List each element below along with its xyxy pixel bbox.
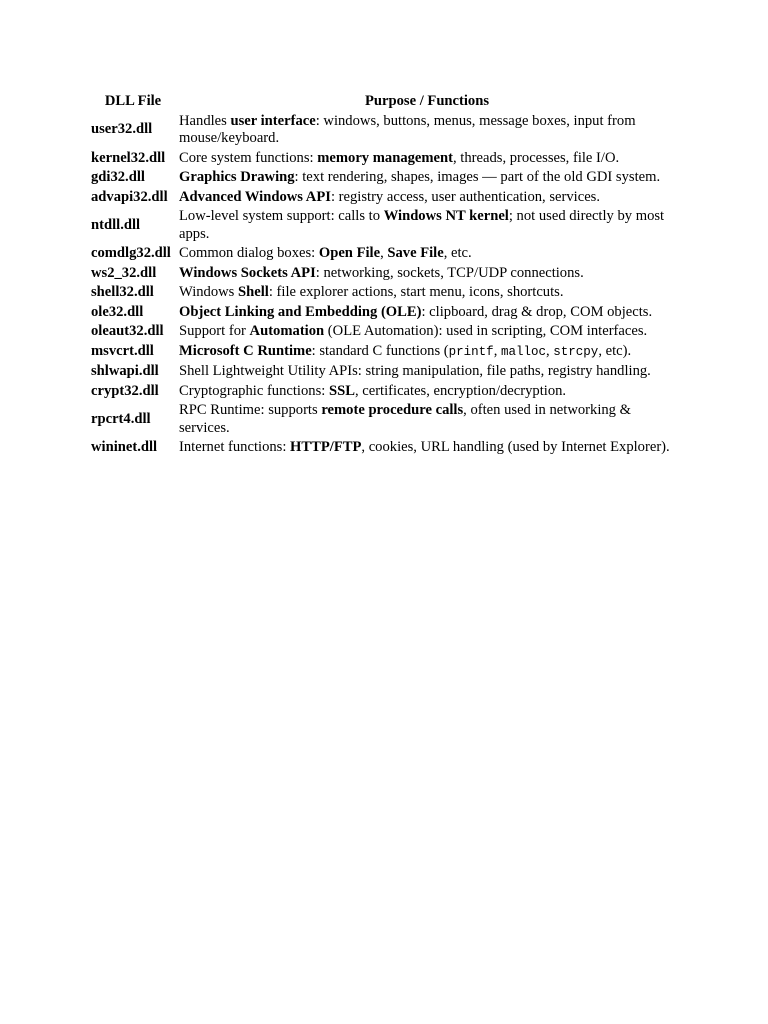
purpose-text: , etc. [443, 245, 472, 261]
purpose-cell [177, 438, 677, 458]
purpose-bold-text: remote procedure calls [321, 402, 464, 418]
table-row [89, 342, 677, 363]
document-page [89, 92, 689, 458]
table-row [89, 112, 677, 149]
purpose-text: Common dialog boxes: [179, 245, 319, 261]
header-purpose: Purpose / Functions [364, 93, 490, 109]
purpose-text: (OLE Automation): used in scripting, COM interfaces. [324, 323, 648, 339]
table-body [89, 112, 677, 458]
purpose-cell [177, 149, 677, 169]
purpose-cell [177, 188, 677, 208]
header-dll-file: DLL File [104, 93, 162, 109]
dll-name-cell: comdlg32.dll [91, 245, 171, 261]
purpose-text: Cryptographic functions: [179, 382, 329, 399]
table-row [89, 188, 677, 208]
dll-name-cell: user32.dll [91, 121, 153, 138]
purpose-cell [177, 244, 677, 264]
purpose-bold-text: Graphics Drawing [179, 169, 295, 185]
purpose-text: , threads, processes, file I/O. [453, 149, 620, 166]
purpose-text: : networking, sockets, TCP/UDP connections. [315, 264, 584, 281]
purpose-cell [177, 283, 677, 303]
purpose-cell [177, 322, 677, 342]
purpose-text: : windows, buttons, menus, message boxes, input from mouse/keyboard. [179, 112, 636, 146]
purpose-bold-text: HTTP/FTP [290, 439, 362, 455]
purpose-text: RPC Runtime: supports [179, 402, 322, 418]
purpose-bold-text: Windows Sockets API [179, 264, 316, 281]
purpose-cell [177, 401, 677, 438]
purpose-text: : standard C functions ( [311, 342, 449, 359]
purpose-bold-text: Microsoft C Runtime [179, 342, 312, 359]
table-row [89, 362, 677, 382]
purpose-bold-text: SSL [328, 382, 355, 399]
purpose-text: , cookies, URL handling (used by Internet Explorer). [361, 439, 670, 455]
table-row [89, 382, 677, 402]
table-row [89, 283, 677, 303]
purpose-bold-text: Open File [318, 245, 381, 261]
purpose-code-text: malloc [500, 344, 546, 359]
dll-name-cell: shlwapi.dll [91, 363, 159, 379]
purpose-bold-text: Save File [387, 245, 444, 261]
purpose-bold-text: Shell [238, 284, 269, 300]
purpose-cell [177, 382, 677, 402]
table-header [89, 92, 677, 112]
purpose-bold-text: Windows NT kernel [383, 208, 509, 224]
table-row [89, 438, 677, 458]
dll-name-cell: rpcrt4.dll [91, 410, 151, 427]
purpose-text: Handles [179, 112, 231, 129]
header-row [89, 92, 677, 112]
table-row [89, 207, 677, 244]
purpose-bold-text: memory management [317, 149, 453, 166]
purpose-text: , [493, 342, 501, 359]
purpose-cell [177, 264, 677, 284]
dll-name-cell: wininet.dll [91, 439, 158, 455]
purpose-cell [177, 362, 677, 382]
purpose-text: , certificates, encryption/decryption. [354, 382, 567, 399]
purpose-text: ; not used directly by most apps. [179, 208, 665, 242]
purpose-text: , etc). [598, 342, 632, 359]
purpose-text: Support for [179, 323, 250, 339]
dll-name-cell: crypt32.dll [91, 382, 159, 399]
purpose-text: : file explorer actions, start menu, icons, shortcuts. [268, 284, 564, 300]
table-row [89, 244, 677, 264]
dll-name-cell: shell32.dll [91, 284, 154, 300]
table-row [89, 401, 677, 438]
purpose-text: : clipboard, drag & drop, COM objects. [421, 303, 653, 320]
purpose-cell [177, 303, 677, 323]
purpose-bold-text: Advanced Windows API [179, 188, 331, 205]
dll-name-cell: msvcrt.dll [91, 343, 154, 359]
purpose-text: , [546, 342, 554, 359]
purpose-bold-text: Object Linking and Embedding (OLE) [179, 303, 422, 320]
dll-name-cell: ntdll.dll [91, 216, 141, 233]
table-row [89, 149, 677, 169]
purpose-text: , [380, 245, 388, 261]
dll-name-cell: ole32.dll [91, 303, 144, 320]
dll-name-cell: gdi32.dll [91, 169, 145, 185]
dll-name-cell: ws2_32.dll [91, 264, 157, 281]
table-row [89, 168, 677, 188]
purpose-text: Windows [179, 284, 239, 300]
purpose-cell [177, 112, 677, 149]
table-row [89, 303, 677, 323]
purpose-bold-text: user interface [230, 112, 316, 129]
dll-name-cell: kernel32.dll [91, 149, 166, 166]
purpose-code-text: printf [448, 344, 494, 359]
purpose-text: Core system functions: [179, 149, 318, 166]
purpose-cell [177, 168, 677, 188]
purpose-code-text: strcpy [553, 344, 599, 359]
dll-name-cell: advapi32.dll [91, 188, 168, 205]
purpose-text: : registry access, user authentication, services. [330, 188, 601, 205]
dll-name-cell: oleaut32.dll [91, 323, 164, 339]
purpose-cell [177, 207, 677, 244]
dll-table [89, 92, 677, 458]
purpose-text: , often used in networking & services. [179, 402, 631, 436]
purpose-text: Low-level system support: calls to [179, 208, 384, 224]
purpose-text: Internet functions: [179, 439, 291, 455]
purpose-text: Shell Lightweight Utility APIs: string manipulation, file paths, registry handling. [179, 363, 651, 379]
table-row [89, 322, 677, 342]
table-row [89, 264, 677, 284]
purpose-text: : text rendering, shapes, images — part of the old GDI system. [294, 169, 661, 185]
purpose-cell [177, 342, 677, 363]
purpose-bold-text: Automation [249, 323, 325, 339]
